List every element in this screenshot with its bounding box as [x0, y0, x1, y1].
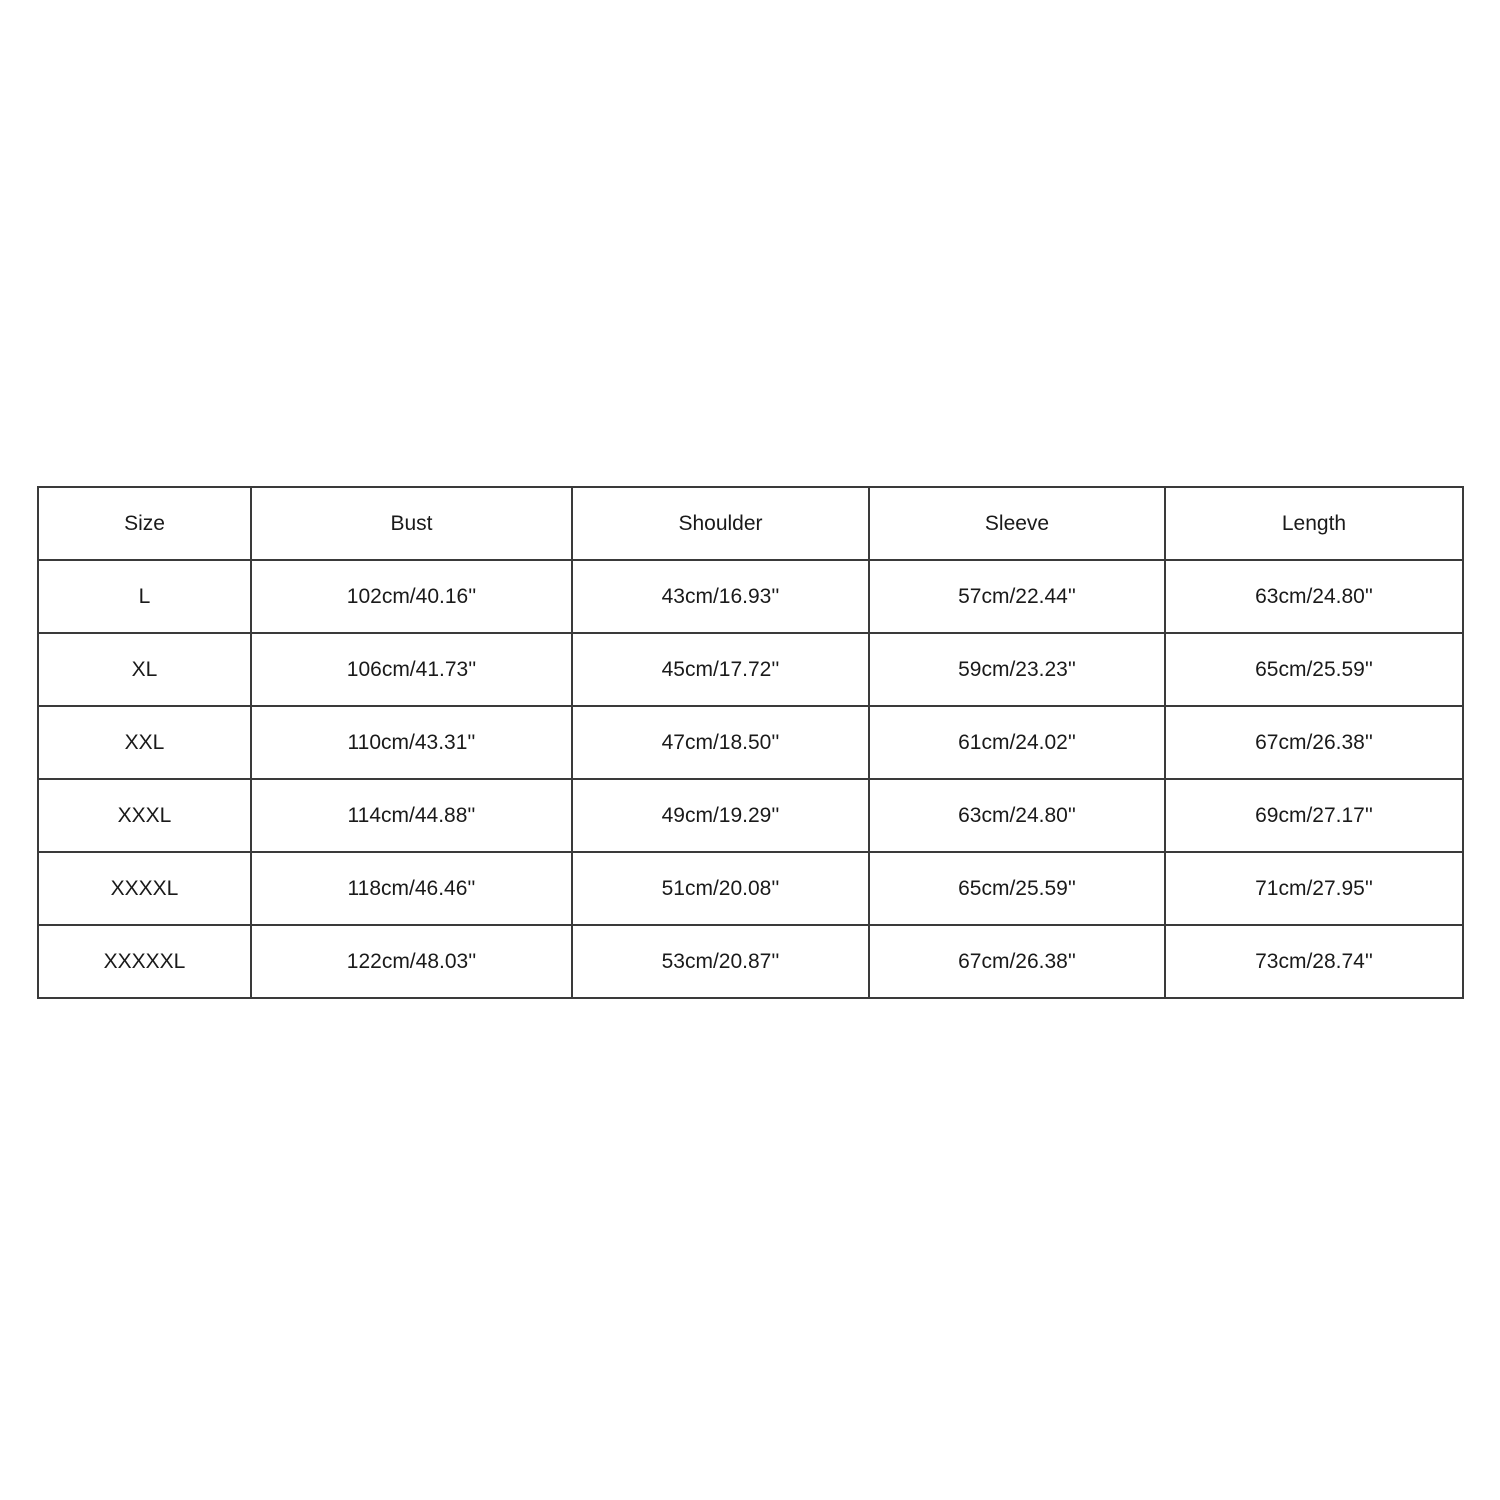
cell-bust: 118cm/46.46'' [251, 852, 572, 925]
cell-sleeve: 57cm/22.44'' [869, 560, 1165, 633]
cell-bust: 102cm/40.16'' [251, 560, 572, 633]
cell-sleeve: 61cm/24.02'' [869, 706, 1165, 779]
table-row [38, 779, 1463, 852]
cell-length: 63cm/24.80'' [1165, 560, 1463, 633]
table-row [38, 560, 1463, 633]
table-row [38, 852, 1463, 925]
cell-bust: 122cm/48.03'' [251, 925, 572, 998]
cell-size: XXXXXL [38, 925, 251, 998]
cell-length: 67cm/26.38'' [1165, 706, 1463, 779]
cell-length: 73cm/28.74'' [1165, 925, 1463, 998]
cell-shoulder: 45cm/17.72'' [572, 633, 869, 706]
cell-bust: 106cm/41.73'' [251, 633, 572, 706]
table-row [38, 706, 1463, 779]
cell-shoulder: 47cm/18.50'' [572, 706, 869, 779]
cell-size: XXXL [38, 779, 251, 852]
header-bust: Bust [251, 487, 572, 560]
cell-shoulder: 43cm/16.93'' [572, 560, 869, 633]
cell-sleeve: 59cm/23.23'' [869, 633, 1165, 706]
header-size: Size [38, 487, 251, 560]
cell-size: XXL [38, 706, 251, 779]
cell-shoulder: 49cm/19.29'' [572, 779, 869, 852]
cell-bust: 110cm/43.31'' [251, 706, 572, 779]
header-shoulder: Shoulder [572, 487, 869, 560]
table-row [38, 925, 1463, 998]
cell-bust: 114cm/44.88'' [251, 779, 572, 852]
cell-sleeve: 65cm/25.59'' [869, 852, 1165, 925]
cell-shoulder: 53cm/20.87'' [572, 925, 869, 998]
cell-size: XL [38, 633, 251, 706]
cell-shoulder: 51cm/20.08'' [572, 852, 869, 925]
header-sleeve: Sleeve [869, 487, 1165, 560]
header-length: Length [1165, 487, 1463, 560]
size-chart-table [37, 486, 1464, 999]
cell-length: 65cm/25.59'' [1165, 633, 1463, 706]
table-header-row [38, 487, 1463, 560]
cell-size: XXXXL [38, 852, 251, 925]
cell-sleeve: 63cm/24.80'' [869, 779, 1165, 852]
cell-length: 69cm/27.17'' [1165, 779, 1463, 852]
cell-sleeve: 67cm/26.38'' [869, 925, 1165, 998]
cell-size: L [38, 560, 251, 633]
cell-length: 71cm/27.95'' [1165, 852, 1463, 925]
table-row [38, 633, 1463, 706]
